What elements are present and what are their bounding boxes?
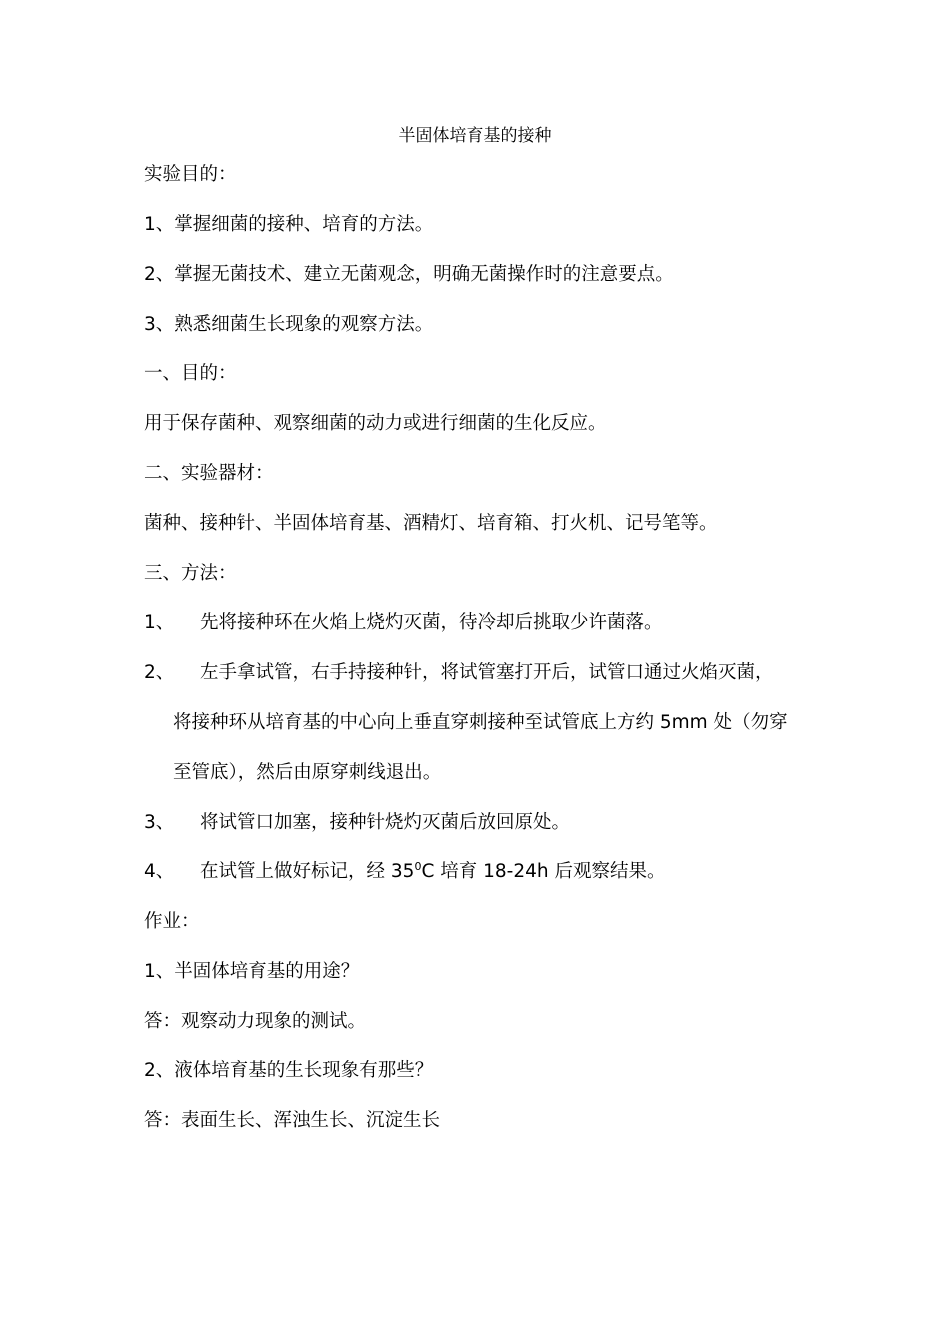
objective-item: 1、掌握细菌的接种、培育的方法。 <box>144 214 434 235</box>
method-step <box>144 858 665 886</box>
step-number: 4、 <box>144 861 175 882</box>
step-number: 2、 <box>144 662 175 683</box>
step-text: 将试管口加塞，接种针烧灼灭菌后放回原处。 <box>200 812 571 833</box>
method-step <box>144 609 663 637</box>
method-step <box>144 809 570 837</box>
step-text: 在试管上做好标记，经 35 <box>200 861 415 882</box>
purpose-text: 用于保存菌种、观察细菌的动力或进行细菌的生化反应。 <box>144 413 607 434</box>
method-heading: 三、方法： <box>144 563 237 584</box>
objective-heading: 实验目的： <box>144 164 237 185</box>
step-text: C 培育 18-24h 后观察结果。 <box>421 861 666 882</box>
step-continuation: 将接种环从培育基的中心向上垂直穿刺接种至试管底上方约 5mm 处（勿穿 <box>173 712 788 733</box>
step-text: 先将接种环在火焰上烧灼灭菌，待冷却后挑取少许菌落。 <box>200 612 663 633</box>
homework-heading: 作业： <box>144 911 200 932</box>
step-number: 3、 <box>144 812 175 833</box>
objective-item: 2、掌握无菌技术、建立无菌观念，明确无菌操作时的注意要点。 <box>144 264 674 285</box>
objective-item: 3、熟悉细菌生长现象的观察方法。 <box>144 314 434 335</box>
method-step <box>144 659 774 687</box>
step-continuation: 至管底），然后由原穿刺线退出。 <box>173 762 442 783</box>
equipment-text: 菌种、接种针、半固体培育基、酒精灯、培育箱、打火机、记号笔等。 <box>144 513 718 534</box>
equipment-heading: 二、实验器材： <box>144 463 274 484</box>
superscript: 0 <box>414 860 422 873</box>
step-text: 左手拿试管，右手持接种针，将试管塞打开后，试管口通过火焰灭菌， <box>200 662 774 683</box>
document-title: 半固体培育基的接种 <box>398 126 552 146</box>
homework-answer: 答：表面生长、浑浊生长、沉淀生长 <box>144 1110 441 1131</box>
homework-question: 2、液体培育基的生长现象有那些？ <box>144 1060 434 1081</box>
homework-answer: 答：观察动力现象的测试。 <box>144 1011 367 1032</box>
homework-question: 1、半固体培育基的用途？ <box>144 961 360 982</box>
step-number: 1、 <box>144 612 175 633</box>
purpose-heading: 一、目的： <box>144 363 237 384</box>
